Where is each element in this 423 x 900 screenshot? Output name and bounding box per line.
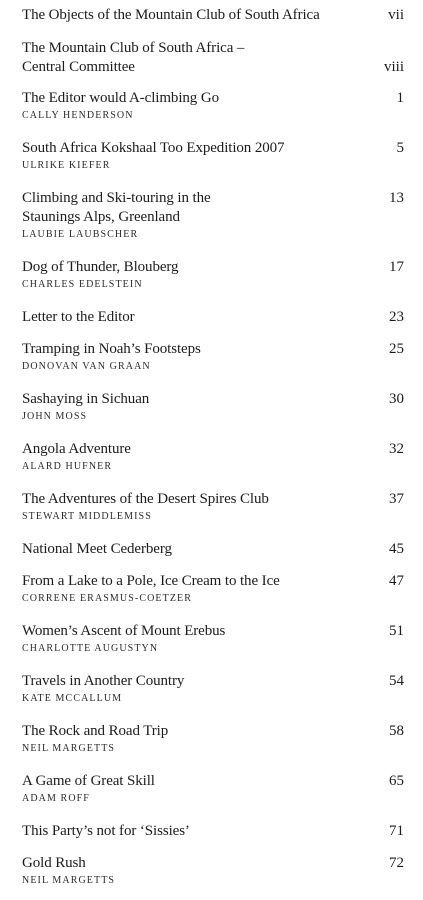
toc-entry <box>22 89 404 123</box>
entry-title: A Game of Great Skill <box>22 773 155 789</box>
page-number: 30 <box>389 391 404 407</box>
page-number: vii <box>388 7 404 23</box>
entry-title: Tramping in Noah’s Footsteps <box>22 341 201 357</box>
entry-author: CORRENE ERASMUS-COETZER <box>22 593 193 604</box>
page-number: 25 <box>389 341 404 357</box>
page-number: 51 <box>389 623 404 639</box>
toc-entry <box>22 308 404 327</box>
page-number: 5 <box>396 140 404 156</box>
page-number: 13 <box>389 190 404 206</box>
toc-entry <box>22 572 404 606</box>
entry-author: CHARLES EDELSTEIN <box>22 279 143 290</box>
page-number: 1 <box>396 90 404 106</box>
entry-author: DONOVAN VAN GRAAN <box>22 361 151 372</box>
entry-title: Sashaying in Sichuan <box>22 391 150 407</box>
entry-author: CALLY HENDERSON <box>22 110 134 121</box>
entry-author: STEWART MIDDLEMISS <box>22 511 152 522</box>
entry-title: Women’s Ascent of Mount Erebus <box>22 623 226 639</box>
page-number: 71 <box>389 823 404 839</box>
toc-entry <box>22 258 404 292</box>
entry-author: NEIL MARGETTS <box>22 875 116 886</box>
toc-entry <box>22 540 404 559</box>
toc-entry <box>22 772 404 806</box>
toc-entry <box>22 6 404 25</box>
toc-entry <box>22 672 404 706</box>
entry-title: From a Lake to a Pole, Ice Cream to the Ice <box>22 573 280 589</box>
entry-title: The Mountain Club of South Africa – <box>22 40 245 56</box>
entry-title: Travels in Another Country <box>22 673 185 689</box>
entry-title: The Rock and Road Trip <box>22 723 169 739</box>
entry-author: ALARD HUFNER <box>22 461 113 472</box>
entry-title: Dog of Thunder, Blouberg <box>22 259 179 275</box>
entry-title: The Objects of the Mountain Club of South Africa <box>22 7 320 23</box>
toc-entry <box>22 822 404 841</box>
entry-author: ADAM ROFF <box>22 793 90 804</box>
entry-title: Gold Rush <box>22 855 86 871</box>
entry-title: This Party’s not for ‘Sissies’ <box>22 823 190 839</box>
page-number: 23 <box>389 309 404 325</box>
toc-entry <box>22 440 404 474</box>
entry-author: KATE MCCALLUM <box>22 693 123 704</box>
toc-entry <box>22 39 404 77</box>
entry-title: National Meet Cederberg <box>22 541 172 557</box>
page-number: 72 <box>389 855 404 871</box>
entry-title: Angola Adventure <box>22 441 131 457</box>
page-number: 58 <box>389 723 404 739</box>
toc-entry <box>22 854 404 888</box>
entry-title: Staunings Alps, Greenland <box>22 209 180 225</box>
page-number: 45 <box>389 541 404 557</box>
entry-author: JOHN MOSS <box>22 411 88 422</box>
toc-entry <box>22 340 404 374</box>
page-number: 54 <box>389 673 404 689</box>
entry-author: CHARLOTTE AUGUSTYN <box>22 643 159 654</box>
toc-entry <box>22 189 404 242</box>
entry-title: South Africa Kokshaal Too Expedition 2007 <box>22 140 285 156</box>
toc-entry <box>22 139 404 173</box>
toc-entry <box>22 490 404 524</box>
entry-author: LAUBIE LAUBSCHER <box>22 229 139 240</box>
entry-title: Letter to the Editor <box>22 309 135 325</box>
page-number: 17 <box>389 259 404 275</box>
page-number: 65 <box>389 773 404 789</box>
entry-title: Climbing and Ski-touring in the <box>22 190 211 206</box>
entry-title: The Adventures of the Desert Spires Club <box>22 491 269 507</box>
page-number: viii <box>383 59 404 75</box>
toc-entry <box>22 722 404 756</box>
entry-author: NEIL MARGETTS <box>22 743 116 754</box>
toc-entry <box>22 622 404 656</box>
entry-title: Central Committee <box>22 59 135 75</box>
entry-title: The Editor would A-climbing Go <box>22 90 219 106</box>
page-number: 47 <box>389 573 404 589</box>
page-number: 32 <box>389 441 404 457</box>
page-number: 37 <box>389 491 404 507</box>
toc-entry <box>22 390 404 424</box>
entry-author: ULRIKE KIEFER <box>22 160 111 171</box>
